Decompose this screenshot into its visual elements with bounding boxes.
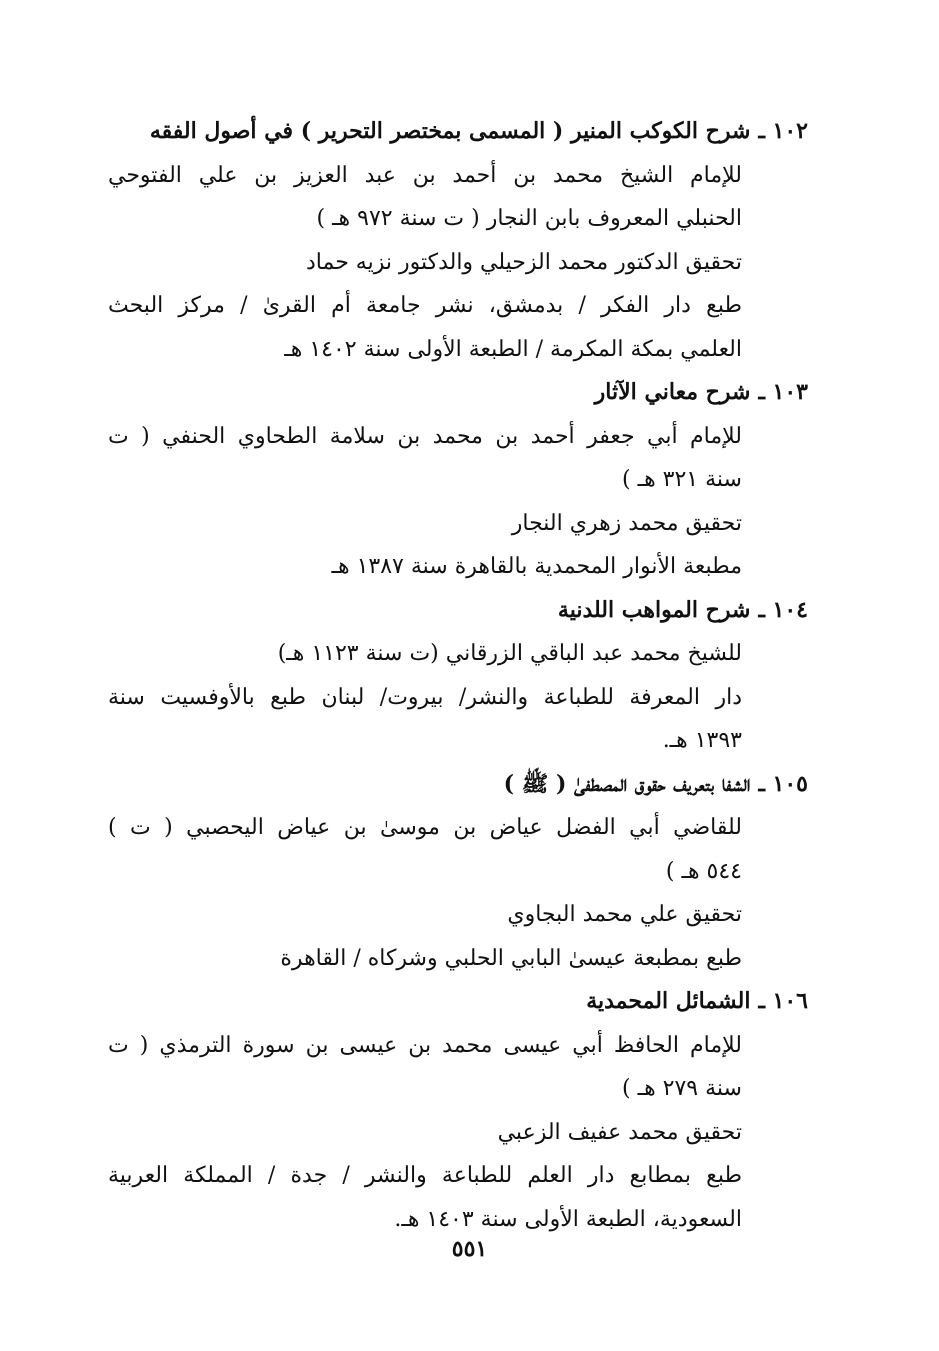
- entry-line: العلمي بمكة المكرمة / الطبعة الأولى سنة ١٤٠٢ هـ: [284, 336, 742, 362]
- entry-104: [108, 589, 808, 763]
- entry-105: [108, 763, 808, 981]
- entry-number: ١٠٣ ـ: [758, 379, 808, 405]
- entry-heading: [108, 763, 808, 807]
- entry-line: للإمام الشيخ محمد بن أحمد بن عبد العزيز بن علي الفتوحي: [108, 162, 742, 188]
- entry-number: ١٠٦ ـ: [758, 988, 808, 1014]
- entry-line: السعودية، الطبعة الأولى سنة ١٤٠٣ هـ.: [394, 1206, 742, 1232]
- entry-heading: [108, 980, 808, 1024]
- entry-line: سنة ٢٧٩ هـ ): [622, 1076, 742, 1101]
- entry-line: للشيخ محمد عبد الباقي الزرقاني (ت سنة ١١٢٣ هـ): [277, 641, 742, 666]
- entry-number: ١٠٤ ـ: [758, 596, 808, 623]
- entry-number: ١٠٢ ـ: [758, 118, 808, 144]
- entry-line: دار المعرفة للطباعة والنشر/ بيروت/ لبنان طبع بالأوفسيت سنة: [108, 684, 742, 710]
- entry-106: [108, 980, 808, 1241]
- entry-heading: [108, 110, 808, 154]
- entry-line: تحقيق محمد زهري النجار: [511, 510, 742, 536]
- entry-line: الحنبلي المعروف بابن النجار ( ت سنة ٩٧٢ هـ ): [316, 206, 742, 231]
- entry-line: طبع دار الفكر / بدمشق، نشر جامعة أم القرىٰ / مركز البحث: [108, 293, 742, 318]
- entry-title: شرح معاني الآثار: [594, 379, 751, 405]
- entry-line: للإمام أبي جعفر أحمد بن محمد بن سلامة الطحاوي الحنفي ( ت: [108, 423, 742, 449]
- entry-line: طبع بمطابع دار العلم للطباعة والنشر / جدة / المملكة العربية: [108, 1163, 742, 1188]
- entry-number: ١٠٥ ـ: [758, 770, 808, 797]
- entry-line: تحقيق محمد عفيف الزعبي: [497, 1119, 742, 1145]
- entry-line: تحقيق الدكتور محمد الزحيلي والدكتور نزيه حماد: [305, 249, 742, 275]
- entry-102: [108, 110, 808, 371]
- entry-line: طبع بمطبعة عيسىٰ البابي الحلبي وشركاه / القاهرة: [280, 945, 742, 971]
- entry-title: الشمائل المحمدية: [586, 988, 751, 1014]
- entry-line: سنة ٣٢١ هـ ): [622, 467, 742, 492]
- entry-line: مطبعة الأنوار المحمدية بالقاهرة سنة ١٣٨٧ هـ: [331, 554, 742, 579]
- entry-title: شرح الكوكب المنير ( المسمى بمختصر التحرير ) في أصول الفقه: [149, 118, 751, 144]
- entry-line: ٥٤٤ هـ ): [665, 858, 742, 884]
- bibliography-page: [108, 110, 808, 1241]
- entry-title: شرح المواهب اللدنية: [557, 596, 751, 623]
- entry-line: للقاضي أبي الفضل عياض بن موسىٰ بن عياض اليحصبي ( ت ): [108, 815, 742, 840]
- entry-heading: [108, 371, 808, 415]
- entry-line: للإمام الحافظ أبي عيسى محمد بن عيسى بن سورة الترمذي ( ت: [108, 1032, 742, 1058]
- entry-line: تحقيق علي محمد البجاوي: [507, 902, 742, 927]
- entry-heading: [108, 589, 808, 633]
- entry-103: [108, 371, 808, 589]
- entry-line: ١٣٩٣ هـ.: [662, 728, 742, 753]
- page-number: ٥٥١: [451, 1236, 488, 1262]
- entry-title: الشفا بتعريف حقوق المصطفىٰ ( ﷺ ): [503, 770, 751, 797]
